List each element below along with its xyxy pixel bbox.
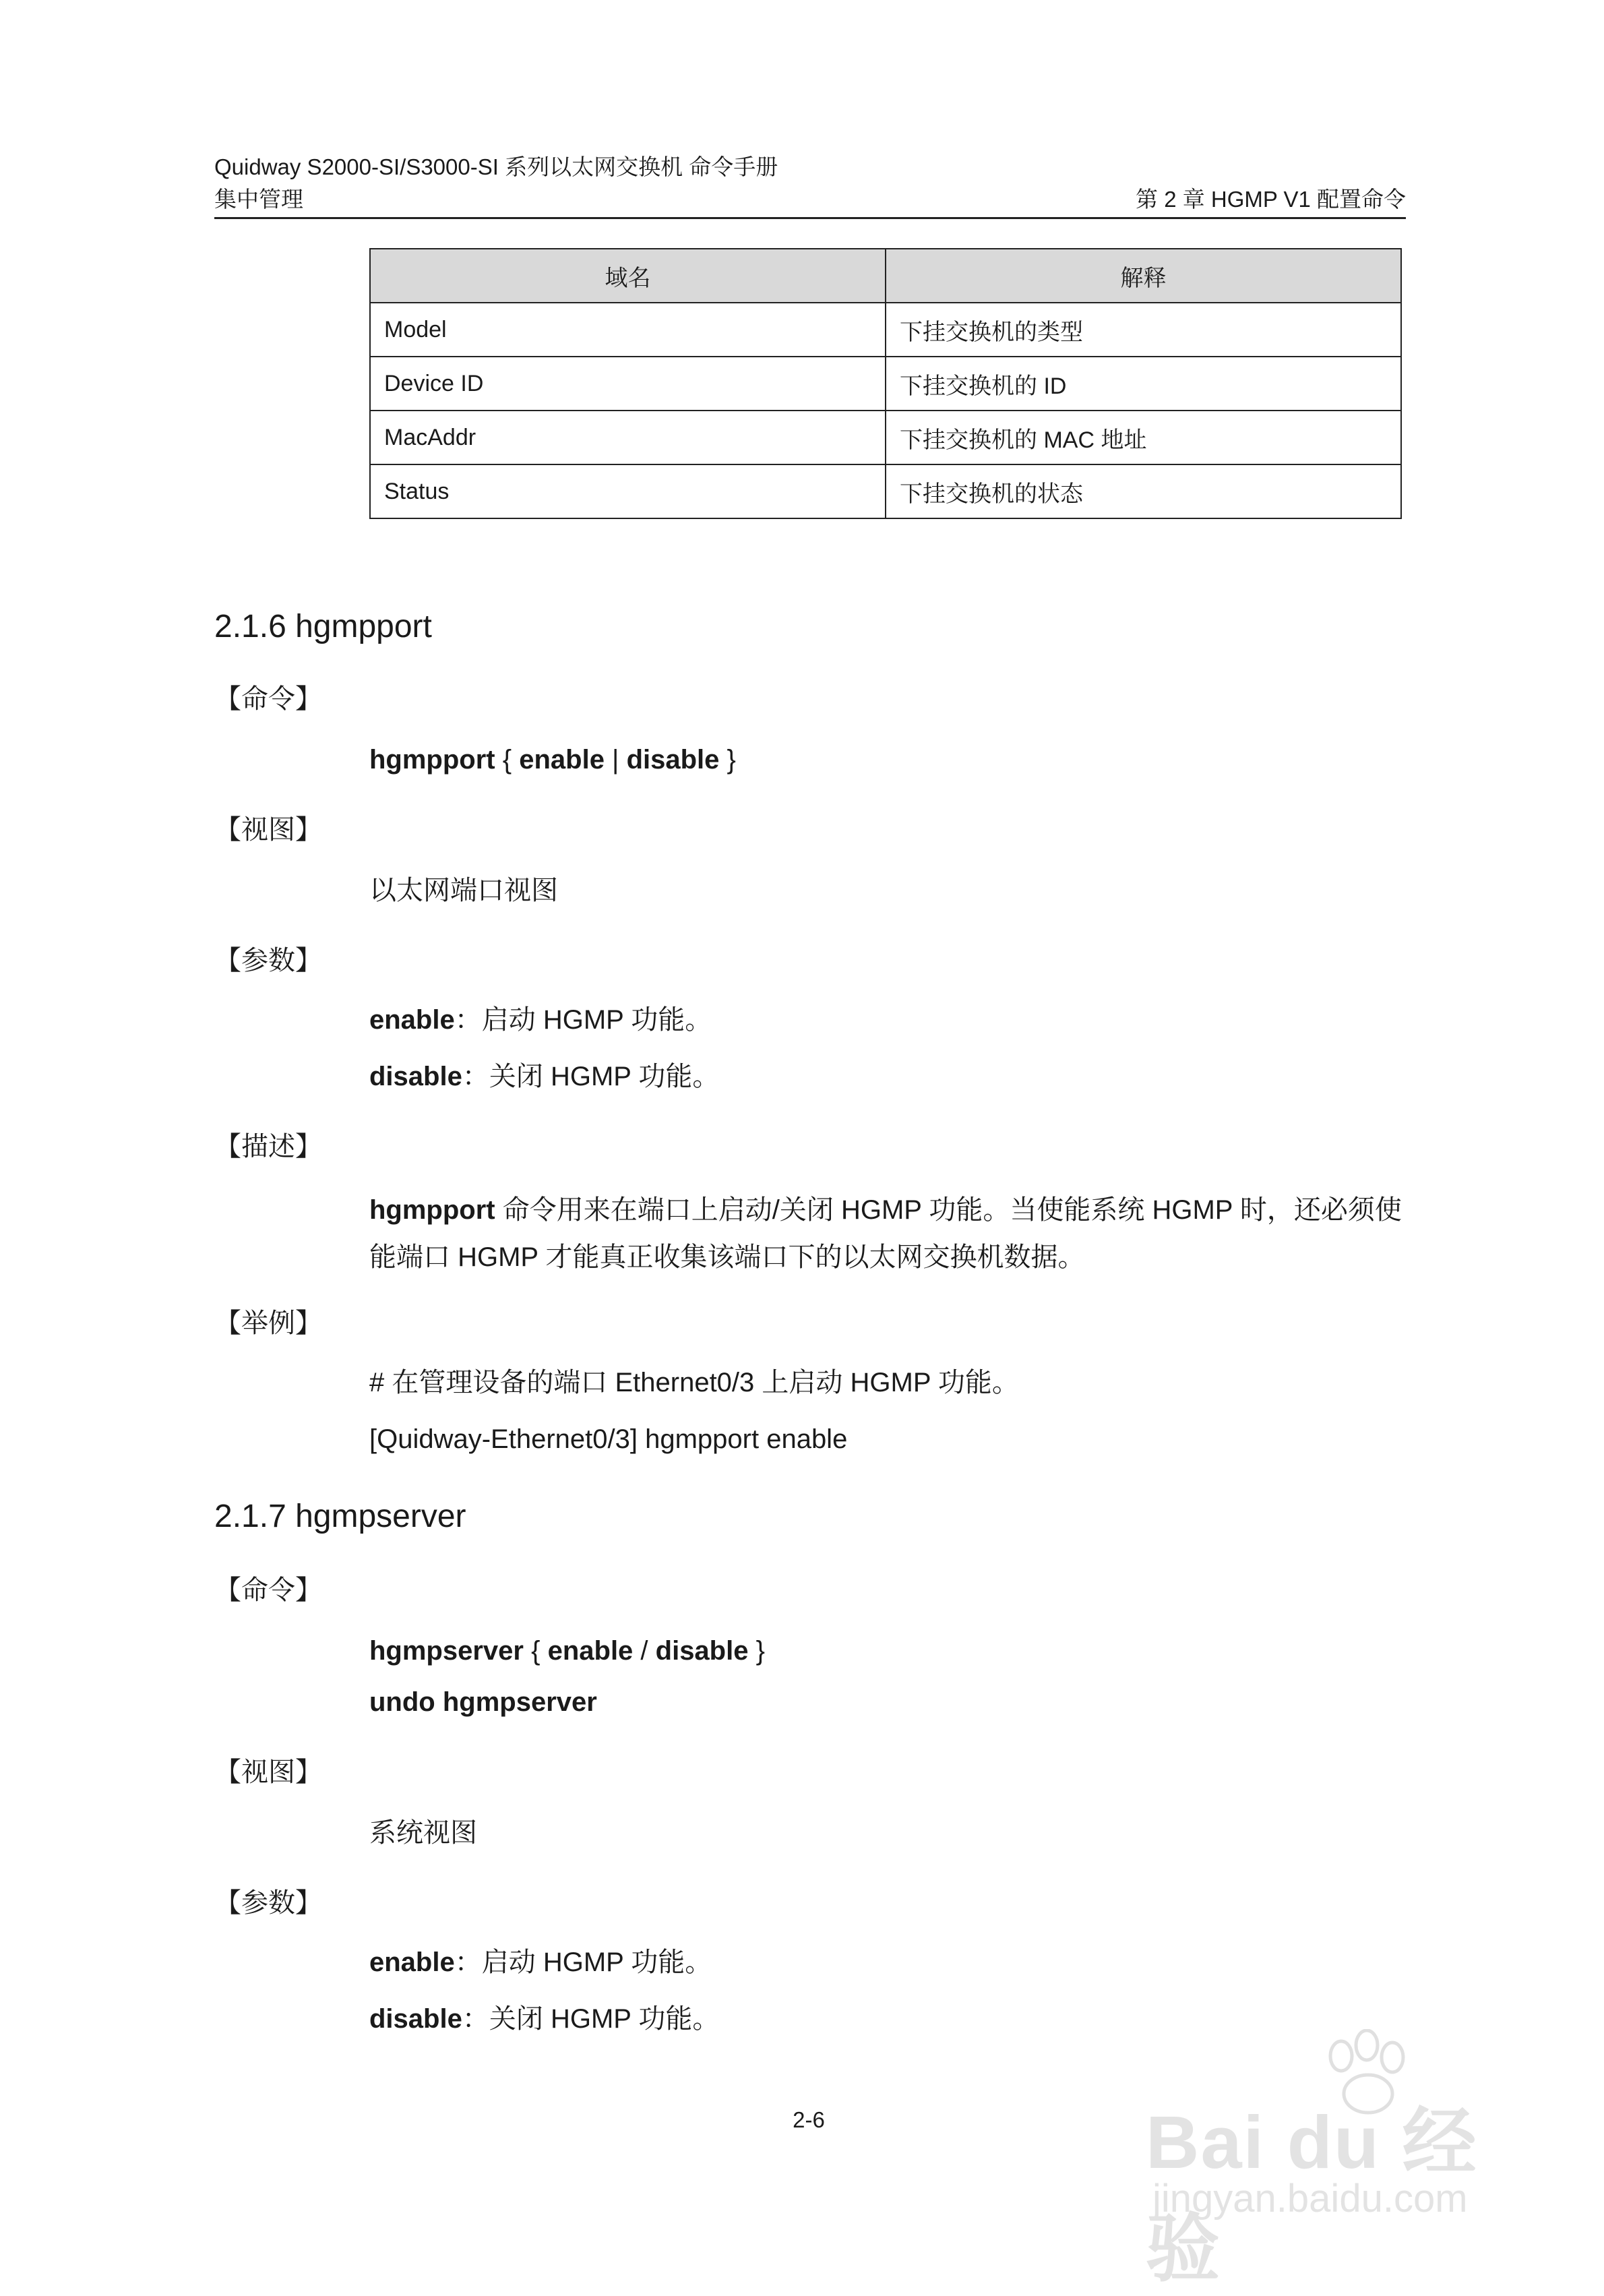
param-keyword: enable (369, 1947, 455, 1977)
view-text: 系统视图 (369, 1818, 477, 1848)
example-comment: # 在管理设备的端口 Ethernet0/3 上启动 HGMP 功能。 (369, 1368, 1019, 1397)
page-number: 2-6 (793, 2107, 825, 2132)
command-syntax (369, 1634, 765, 1668)
section-title-hgmpserver: 2.1.7 hgmpserver (214, 1499, 466, 1534)
view-label: 【视图】 (214, 815, 322, 845)
table-row (370, 464, 1401, 518)
param-enable (369, 1003, 712, 1037)
param-label: 【参数】 (214, 946, 322, 975)
table-cell: Status (370, 464, 886, 518)
view-label: 【视图】 (214, 1757, 322, 1787)
example-label: 【举例】 (214, 1308, 322, 1338)
param-enable (369, 1945, 712, 1979)
command-label: 【命令】 (214, 1575, 322, 1605)
param-disable (369, 2002, 719, 2036)
header-divider (214, 217, 1406, 219)
table-header-cell: 解释 (886, 249, 1401, 303)
param-disable (369, 1060, 719, 1093)
param-keyword: enable (369, 1005, 455, 1035)
table-cell: MacAddr (370, 411, 886, 464)
desc-body: 命令用来在端口上启动/关闭 HGMP 功能。当使能系统 HGMP 时，还必须使能端口 HGMP 才能真正收集该端口下的以太网交换机数据。 (369, 1195, 1402, 1272)
view-text: 以太网端口视图 (369, 876, 558, 905)
option-disable: disable (655, 1636, 749, 1666)
table-cell: 下挂交换机的类型 (886, 303, 1401, 357)
param-desc: ：关闭 HGMP 功能。 (462, 2004, 720, 2034)
desc-label: 【描述】 (214, 1132, 322, 1161)
param-keyword: disable (369, 2004, 462, 2034)
param-keyword: disable (369, 1062, 462, 1091)
watermark-url: jingyan.baidu.com (1152, 2177, 1468, 2221)
table-row (370, 411, 1401, 464)
field-table (369, 248, 1402, 519)
option-disable: disable (626, 745, 720, 775)
undo-command-keyword: undo hgmpserver (369, 1687, 597, 1717)
param-label: 【参数】 (214, 1888, 322, 1918)
undo-command (369, 1685, 597, 1719)
syntax-separator: / (633, 1636, 656, 1666)
header-chapter: 第 2 章 HGMP V1 配置命令 (1136, 187, 1406, 212)
table-cell: 下挂交换机的状态 (886, 464, 1401, 518)
example-command: [Quidway-Ethernet0/3] hgmpport enable (369, 1424, 848, 1454)
param-desc: ：关闭 HGMP 功能。 (462, 1062, 720, 1091)
command-keyword: hgmpserver (369, 1636, 524, 1666)
param-desc: ：启动 HGMP 功能。 (454, 1947, 712, 1977)
command-syntax (369, 743, 736, 777)
syntax-brace: } (719, 745, 736, 775)
table-cell: 下挂交换机的 ID (886, 357, 1401, 411)
table-row (370, 357, 1401, 411)
table-header-row (370, 249, 1401, 303)
table-cell: 下挂交换机的 MAC 地址 (886, 411, 1401, 464)
table-header-cell: 域名 (370, 249, 886, 303)
syntax-separator: | (604, 745, 627, 775)
table-cell: Model (370, 303, 886, 357)
table-row (370, 303, 1401, 357)
desc-keyword: hgmpport (369, 1195, 495, 1225)
syntax-brace: { (495, 745, 520, 775)
syntax-brace: } (748, 1636, 765, 1666)
desc-text (369, 1186, 1407, 1281)
baidu-watermark (1146, 2029, 1550, 2291)
option-enable: enable (547, 1636, 634, 1666)
param-desc: ：启动 HGMP 功能。 (454, 1005, 712, 1035)
header-subtitle: 集中管理 (214, 187, 303, 212)
header-title: Quidway S2000-SI/S3000-SI 系列以太网交换机 命令手册 (214, 154, 778, 179)
option-enable: enable (519, 745, 605, 775)
command-label: 【命令】 (214, 684, 322, 714)
syntax-brace: { (523, 1636, 548, 1666)
section-title-hgmpport: 2.1.6 hgmpport (214, 609, 432, 644)
watermark-logo: Bai du 经验 (1146, 2101, 1478, 2291)
table-cell: Device ID (370, 357, 886, 411)
command-keyword: hgmpport (369, 745, 495, 775)
